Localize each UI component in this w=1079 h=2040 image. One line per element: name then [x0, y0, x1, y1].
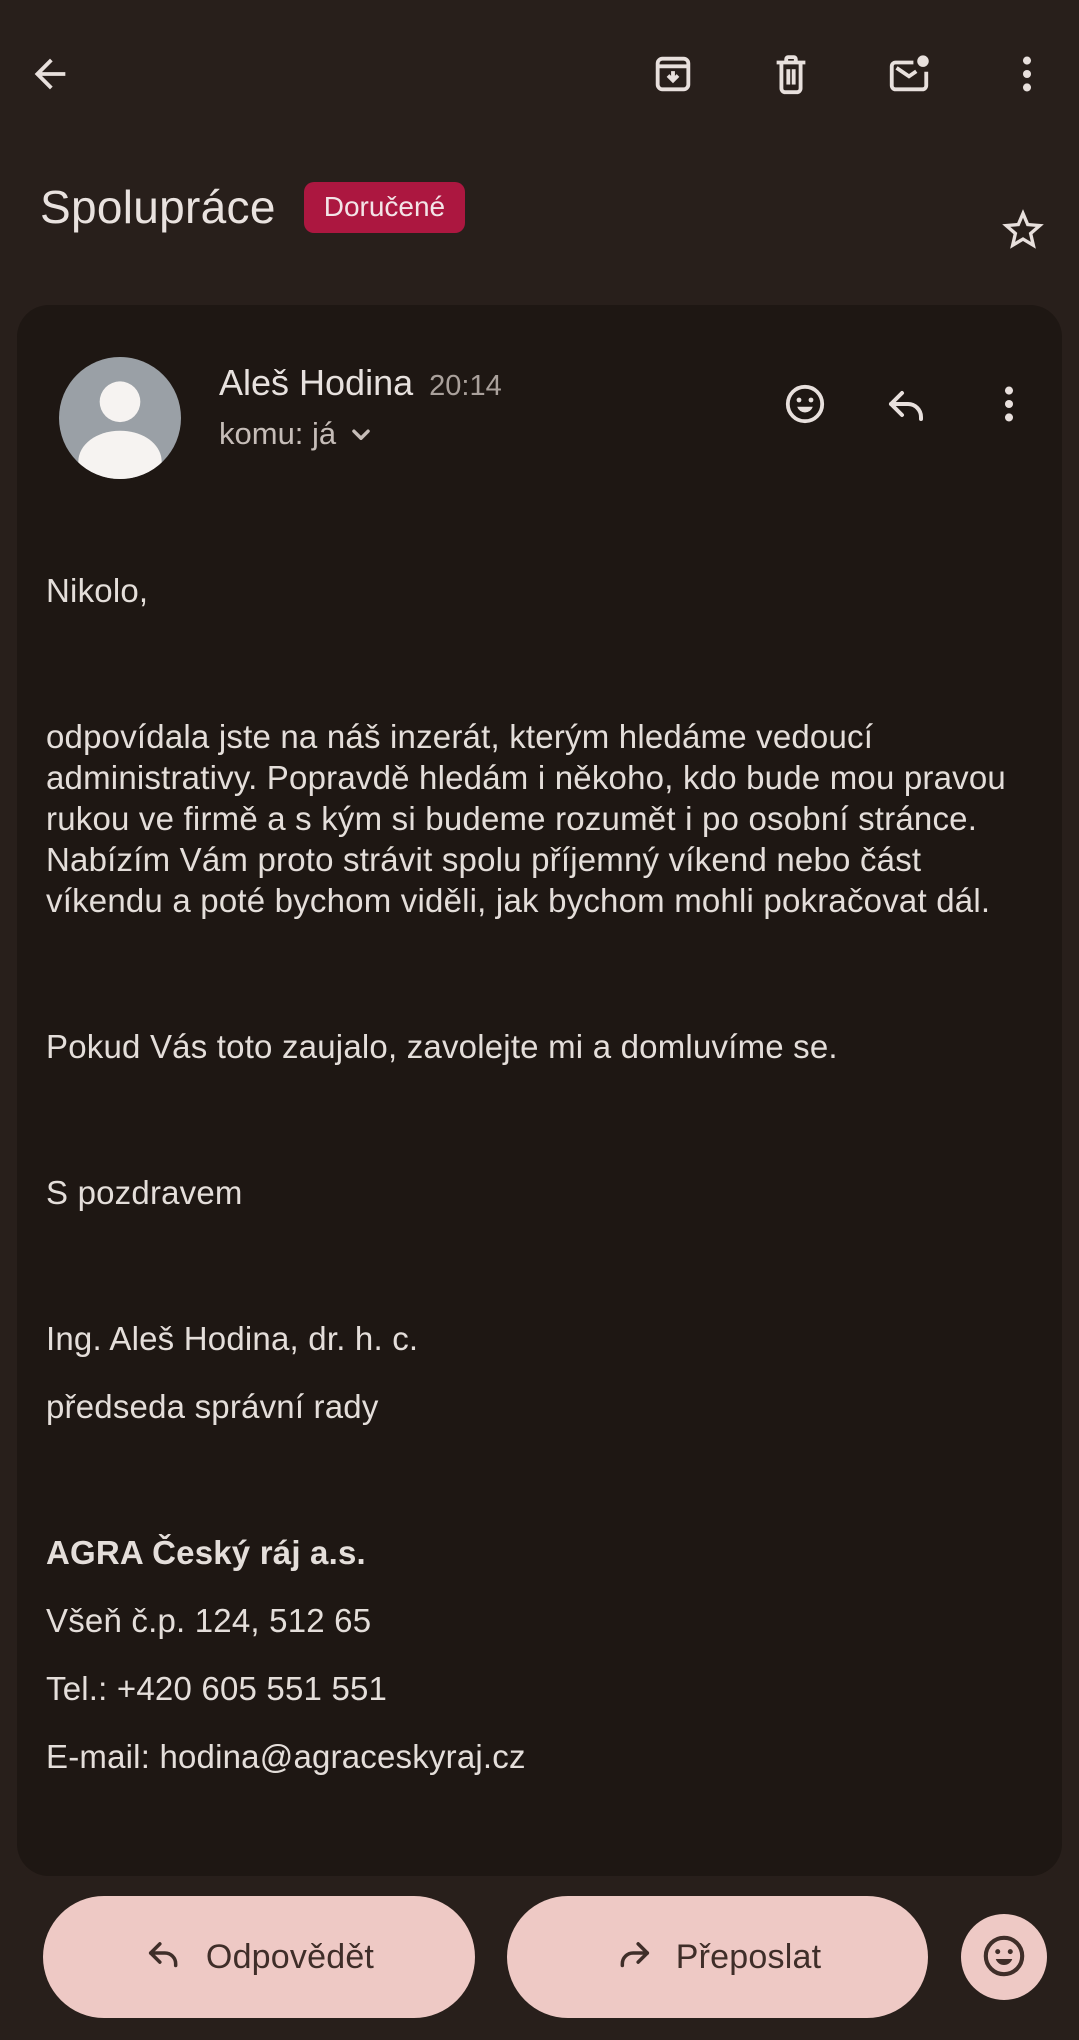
archive-button[interactable] — [649, 50, 697, 98]
mark-unread-button[interactable] — [885, 50, 933, 98]
reply-button[interactable] — [882, 379, 932, 429]
subject-row — [40, 180, 969, 234]
star-button[interactable] — [997, 204, 1049, 256]
signature-phone: Tel.: +420 605 551 551 — [46, 1670, 388, 1707]
delete-button[interactable] — [767, 50, 815, 98]
body-paragraph: odpovídala jste na náš inzerát, kterým hledáme vedoucí administrativy. Popravdě hledám i někoho, kdo bude mou pravou rukou ve firmě a s kým si budeme rozumět i po osobní stránce. Nabízím Vám proto strávit spolu příjemný víkend nebo část víkendu a poté bychom viděli, jak bychom mohli pokračovat dál. — [46, 718, 1006, 919]
sender-row — [219, 362, 502, 404]
sender-avatar[interactable] — [59, 357, 181, 479]
signature-address: Všeň č.p. 124, 512 65 — [46, 1602, 372, 1639]
bottom-action-bar — [43, 1896, 1047, 2018]
more-vertical-icon — [1004, 51, 1050, 97]
inbox-label-badge[interactable]: Doručené — [304, 182, 465, 233]
archive-icon — [650, 51, 696, 97]
chevron-down-icon — [344, 417, 378, 451]
star-outline-icon — [998, 205, 1048, 255]
mark-unread-icon — [886, 51, 932, 97]
sender-block — [219, 357, 502, 479]
person-icon — [59, 466, 181, 479]
forward-pill-label: Přeposlat — [675, 1937, 822, 1976]
signature-company: AGRA Český ráj a.s. — [46, 1534, 366, 1571]
forward-arrow-icon — [614, 1933, 654, 1982]
recipient-label: komu: já — [219, 416, 337, 451]
message-header — [17, 305, 1062, 479]
trash-icon — [768, 51, 814, 97]
forward-pill-button[interactable] — [507, 1896, 928, 2018]
back-button[interactable] — [26, 50, 74, 98]
body-paragraph: Nikolo, — [46, 572, 149, 609]
reply-pill-label: Odpovědět — [205, 1937, 375, 1976]
reply-arrow-icon — [144, 1933, 184, 1982]
message-card — [17, 305, 1062, 1876]
body-paragraph: S pozdravem — [46, 1174, 243, 1211]
emoji-smile-icon — [781, 380, 829, 428]
subject-title: Spolupráce — [40, 181, 276, 233]
top-app-bar — [0, 28, 1079, 120]
add-reaction-button[interactable] — [780, 379, 830, 429]
reply-arrow-icon — [883, 380, 931, 428]
signature-role: předseda správní rady — [46, 1388, 379, 1425]
topbar-actions — [649, 50, 1051, 98]
emoji-smile-icon — [978, 1930, 1030, 1985]
message-actions — [780, 379, 1034, 479]
body-paragraph: Pokud Vás toto zaujalo, zavolejte mi a domluvíme se. — [46, 1028, 838, 1065]
sender-name: Aleš Hodina — [219, 362, 414, 403]
sent-time: 20:14 — [429, 370, 502, 402]
back-arrow-icon — [27, 51, 73, 97]
message-more-button[interactable] — [984, 379, 1034, 429]
signature-name: Ing. Aleš Hodina, dr. h. c. — [46, 1320, 419, 1357]
overflow-menu-button[interactable] — [1003, 50, 1051, 98]
signature-email: E-mail: hodina@agraceskyraj.cz — [46, 1738, 526, 1775]
reply-pill-button[interactable] — [43, 1896, 475, 2018]
message-body — [17, 570, 1062, 1777]
more-vertical-icon — [986, 381, 1032, 427]
recipient-row[interactable] — [219, 416, 502, 452]
emoji-fab-button[interactable] — [961, 1914, 1047, 2000]
